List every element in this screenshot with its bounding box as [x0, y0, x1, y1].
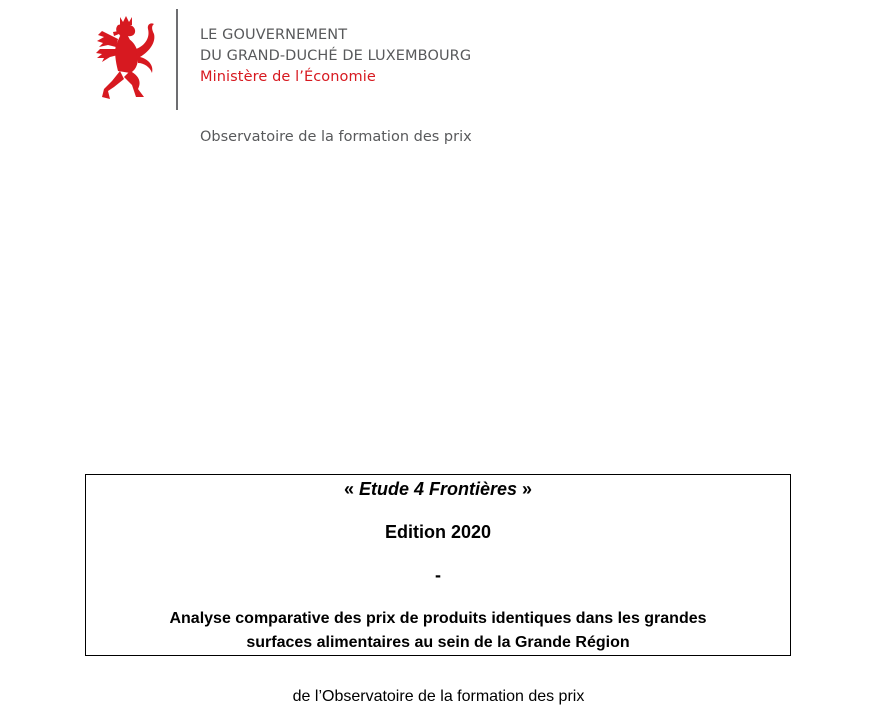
study-description	[86, 607, 790, 655]
title-separator: -	[435, 565, 441, 585]
header-divider	[176, 9, 178, 110]
study-name: Etude 4 Frontières	[358, 479, 518, 499]
title-box	[85, 474, 791, 656]
byline-text: de l’Observatoire de la formation des prix	[292, 688, 585, 705]
luxembourg-lion-icon	[94, 15, 160, 101]
description-line-2: surfaces alimentaires au sein de la Grande Région	[246, 634, 630, 651]
government-line-1: LE GOUVERNEMENT	[200, 27, 348, 43]
edition-label: Edition 2020	[384, 522, 492, 542]
observatory-name: Observatoire de la formation des prix	[200, 129, 472, 145]
quote-open: «	[343, 479, 354, 499]
study-title	[86, 479, 790, 500]
government-line-2: DU GRAND-DUCHÉ DE LUXEMBOURG	[200, 48, 472, 64]
author-byline	[0, 688, 883, 706]
description-line-1: Analyse comparative des prix de produits identiques dans les grandes	[169, 610, 707, 627]
quote-close: »	[522, 479, 533, 499]
government-header	[200, 25, 471, 88]
ministry-name: Ministère de l’Économie	[200, 69, 376, 85]
